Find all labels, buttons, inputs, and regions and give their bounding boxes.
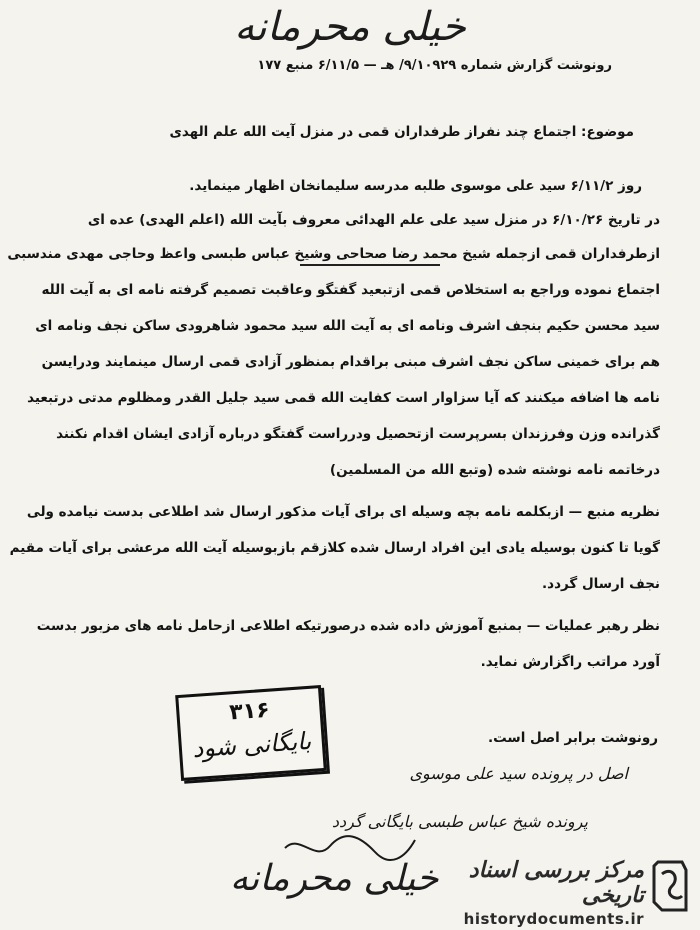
body-line-14: آورد مراتب راگزارش نماید. — [480, 654, 660, 670]
body-line-8: گذرانده وزن وفرزندان بسرپرست ازتحصیل ودرراست گفتگو درباره آزادی ایشان اقدام نکنند — [56, 426, 660, 442]
archive-watermark — [404, 858, 644, 928]
body-line-4: اجتماع نموده وراجع به استخلاص قمی ازتبعید گفتگو وعاقبت تصمیم گرفته نامه ای به آیت الله — [41, 282, 660, 298]
body-line-10: نظریه منبع — ازبکلمه نامه بچه وسیله ای برای آیات مذکور ارسال شد اطلاعی بدست نیامده ولی — [26, 504, 660, 520]
body-line-11: گویا تا کنون بوسیله یادی این افراد ارسال شده کلازقم بازبوسیله آیت الله مرعشی برای آیات مقیم — [9, 540, 660, 556]
handwritten-note-1: اصل در پرونده سید علی موسوی — [409, 764, 628, 783]
underline-mark — [300, 264, 440, 266]
handwritten-note-2: پرونده شیخ عباس طبسی بایگانی گردد — [331, 812, 588, 831]
body-line-9: درخاتمه نامه نوشته شده (وتبع الله من المسلمین) — [329, 462, 660, 478]
stamp-text: بایگانی شود — [191, 726, 313, 764]
archive-stamp — [175, 685, 327, 781]
body-line-2: در تاریخ ۶/۱۰/۲۶ در منزل سید علی علم الهدائی معروف بآیت الله (اعلم الهدی) عده ای — [87, 212, 660, 228]
body-line-6: هم برای خمینی ساکن نجف اشرف مبنی براقدام بمنظور آزادی قمی ارسال مینمایند ودرایسن — [41, 354, 660, 370]
watermark-url: historydocuments.ir — [463, 910, 644, 928]
body-line-1: روز ۶/۱۱/۲ سید علی موسوی طلبه مدرسه سلیمانخان اظهار مینماید. — [189, 178, 642, 194]
classification-footer: خیلی محرمانه — [230, 858, 439, 899]
subject-line: موضوع: اجتماع چند نفراز طرفداران قمی در منزل آیت الله علم الهدی — [169, 124, 634, 140]
body-line-7: نامه ها اضافه میکنند که آیا سزاوار است کفایت الله قمی سید جلیل القدر ومظلوم مدتی درتبعید — [27, 390, 660, 406]
classification-header: خیلی محرمانه — [234, 4, 466, 50]
watermark-name: مرکز بررسی اسناد تاریخی — [468, 858, 644, 908]
body-line-12: نجف ارسال گردد. — [542, 576, 660, 592]
body-line-3: ازطرفداران قمی ازجمله شیخ محمد رضا صحاحی وشیخ عباس طبسی واعظ وحاجی مهدی مندسبی — [7, 246, 660, 262]
body-line-13: نظر رهبر عملیات — بمنبع آموزش داده شده درصورتیکه اطلاعی ازحامل نامه های مزبور بدست — [36, 618, 660, 634]
closing-line: رونوشت برابر اصل است. — [488, 730, 658, 746]
report-reference-line: رونوشت گزارش شماره ۹/۱۰۹۲۹/ هـ — ۶/۱۱/۵ منبع ۱۷۷ — [257, 58, 612, 73]
stamp-number: ۳۱۶ — [228, 697, 271, 726]
body-line-5: سید محسن حکیم بنجف اشرف ونامه ای به آیت الله سید محمود شاهرودی ساکن نجف ونامه ای — [35, 318, 660, 334]
archive-logo-icon — [650, 856, 690, 916]
